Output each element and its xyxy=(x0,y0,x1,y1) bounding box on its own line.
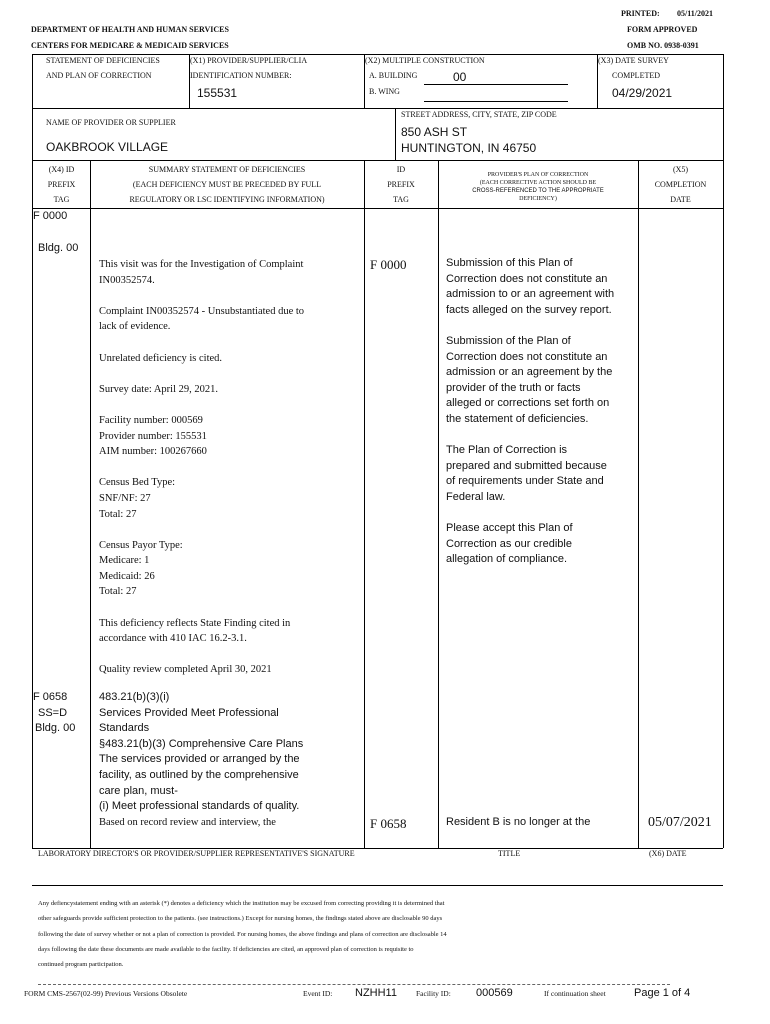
poc-line: facts alleged on the survey report. xyxy=(446,303,612,316)
left-bldg-f0000: Bldg. 00 xyxy=(38,242,79,254)
page-number: Page 1 of 4 xyxy=(634,987,691,999)
summary-line: Total: 27 xyxy=(99,586,137,598)
summary-line: Quality review completed April 30, 2021 xyxy=(99,664,272,676)
summary-line: Medicare: 1 xyxy=(99,555,150,567)
summary-line: Census Bed Type: xyxy=(99,477,176,489)
date-survey-value: 04/29/2021 xyxy=(612,86,673,100)
id-header-line2: PREFIX xyxy=(387,180,415,189)
poc-header-line1: PROVIDER'S PLAN OF CORRECTION xyxy=(487,172,589,178)
x4-header-line2: PREFIX xyxy=(47,180,76,189)
poc-line: of requirements under State and xyxy=(446,475,604,488)
poc-line: allegation of compliance. xyxy=(446,553,568,566)
mid-tag-f0000: F 0000 xyxy=(370,257,407,272)
poc-header-line2: (EACH CORRECTIVE ACTION SHOULD BE xyxy=(479,180,597,186)
poc-header-line4: DEFICIENCY) xyxy=(519,196,557,202)
building-value: 00 xyxy=(453,70,467,84)
poc-header-line3: CROSS-REFERENCED TO THE APPROPRIATE xyxy=(472,188,604,194)
address-line1: 850 ASH ST xyxy=(401,125,468,139)
summary-text-f0658 xyxy=(99,690,361,815)
summary-line: This visit was for the Investigation of Complaint xyxy=(99,259,304,270)
date-survey-label-line2: COMPLETED xyxy=(612,71,660,80)
address-label: STREET ADDRESS, CITY, STATE, ZIP CODE xyxy=(401,110,557,119)
statement-label-line2: AND PLAN OF CORRECTION xyxy=(46,71,152,80)
poc-line: Correction as our credible xyxy=(446,537,572,550)
summary-line xyxy=(99,288,361,304)
footnote-line: days following the date these documents are made available to the facility. If deficiencies are cited, an approved plan of correction is requisite to xyxy=(38,945,414,953)
statement-label-line1: STATEMENT OF DEFICIENCIES xyxy=(46,56,160,65)
facility-id-value: 000569 xyxy=(476,987,513,999)
poc-line: Correction does not constitute an xyxy=(446,350,608,363)
poc-line: the statement of deficiencies. xyxy=(446,412,589,425)
poc-line: alleged or corrections set forth on xyxy=(446,397,610,410)
footnote-line: continued program participation. xyxy=(38,961,124,969)
poc-line xyxy=(446,506,636,522)
summary-line: Facility number: 000569 xyxy=(99,414,203,426)
summary-line xyxy=(99,600,361,616)
poc-line xyxy=(446,428,636,444)
left-tag-f0000: F 0000 xyxy=(33,210,68,222)
department-name: DEPARTMENT OF HEALTH AND HUMAN SERVICES xyxy=(31,25,229,34)
summary-line: Complaint IN00352574 - Unsubstantiated due to xyxy=(99,305,305,317)
mid-tag-f0658: F 0658 xyxy=(370,816,407,831)
left-tag-f0658: F 0658 xyxy=(33,691,68,703)
footnote-line: Any defiencystatement ending with an asterisk (*) denotes a deficiency which the institution may be excused from correcting providing it is determined that xyxy=(38,900,445,907)
date-survey-label-line1: (X3) DATE SURVEY xyxy=(598,56,669,65)
summary-line: Medicaid: 26 xyxy=(99,570,155,582)
summary-line: Provider number: 155531 xyxy=(99,430,207,442)
f658-line: 483.21(b)(3)(i) xyxy=(99,691,170,703)
provider-id-label-line1: (X1) PROVIDER/SUPPLIER/CLIA xyxy=(190,56,308,65)
x5-header-line2: COMPLETION xyxy=(654,180,707,189)
id-header-line1: ID xyxy=(396,165,406,174)
form-approved: FORM APPROVED xyxy=(627,25,698,34)
x4-header-line3: TAG xyxy=(53,195,70,204)
summary-line: SNF/NF: 27 xyxy=(99,492,151,504)
x5-header-line1: (X5) xyxy=(672,165,689,174)
summary-line xyxy=(99,397,361,413)
provider-name-label: NAME OF PROVIDER OR SUPPLIER xyxy=(46,118,176,127)
f658-line: care plan, must- xyxy=(99,784,178,797)
completion-date: 05/07/2021 xyxy=(648,815,712,830)
continuation-label: If continuation sheet xyxy=(544,989,606,998)
summary-line xyxy=(99,366,361,382)
poc-line: provider of the truth or facts xyxy=(446,381,581,394)
f658-line: Standards xyxy=(99,722,150,735)
printed-label: PRINTED: xyxy=(621,9,660,18)
summary-header-line3: REGULATORY OR LSC IDENTIFYING INFORMATION) xyxy=(129,195,325,204)
summary-text-f0658-last: Based on record review and interview, the xyxy=(99,817,276,828)
summary-line: IN00352574. xyxy=(99,274,155,286)
wing-label: B. WING xyxy=(369,87,400,96)
poc-line: admission to or an agreement with xyxy=(446,288,615,301)
summary-line xyxy=(99,522,361,538)
f658-line: (i) Meet professional standards of quality. xyxy=(99,800,300,813)
title-label: TITLE xyxy=(498,849,521,858)
poc-line: Submission of this Plan of xyxy=(446,257,573,269)
centers-name: CENTERS FOR MEDICARE & MEDICAID SERVICES xyxy=(31,41,229,50)
signature-label: LABORATORY DIRECTOR'S OR PROVIDER/SUPPLIER REPRESENTATIVE'S SIGNATURE xyxy=(38,849,355,858)
form-number: FORM CMS-2567(02-99) Previous Versions Obsolete xyxy=(24,989,188,998)
provider-id-label-line2: IDENTIFICATION NUMBER: xyxy=(190,71,292,80)
scope-severity: SS=D xyxy=(38,707,68,719)
summary-line: Census Payor Type: xyxy=(99,539,183,551)
summary-line xyxy=(99,335,361,351)
multiple-construction-label: (X2) MULTIPLE CONSTRUCTION xyxy=(365,56,485,65)
event-id-label: Event ID: xyxy=(303,989,333,998)
summary-line xyxy=(99,647,361,663)
footnote-line: following the date of survey whether or not a plan of correction is provided. For nursing homes, the above findings and plans of correction are disclosable 14 xyxy=(38,930,447,938)
x5-header-line3: DATE xyxy=(670,195,691,204)
poc-line: admission or an agreement by the xyxy=(446,366,613,379)
footnote-line: other safeguards provide sufficient protection to the patients. (see instructions.) Except for nursing homes, the findings stated above are disclosable 90 days xyxy=(38,915,443,923)
summary-line: Total: 27 xyxy=(99,508,137,520)
summary-header-line2: (EACH DEFICIENCY MUST BE PRECEDED BY FULL xyxy=(132,180,322,189)
printed-date: 05/11/2021 xyxy=(677,9,714,18)
summary-line: AIM number: 100267660 xyxy=(99,446,207,458)
plan-of-correction-text xyxy=(446,256,636,568)
id-header-line3: TAG xyxy=(393,195,409,204)
f658-line: The services provided or arranged by the xyxy=(99,753,300,766)
summary-line: lack of evidence. xyxy=(99,321,171,333)
provider-id-value: 155531 xyxy=(197,86,238,100)
summary-line xyxy=(99,460,361,476)
building-label: A. BUILDING xyxy=(369,71,418,80)
summary-line: Survey date: April 29, 2021. xyxy=(99,383,218,395)
poc-line: Correction does not constitute an xyxy=(446,272,608,285)
address-line2: HUNTINGTON, IN 46750 xyxy=(401,141,537,155)
f658-line: facility, as outlined by the comprehensive xyxy=(99,768,299,781)
poc-line: prepared and submitted because xyxy=(446,459,607,472)
facility-id-label: Facility ID: xyxy=(416,989,451,998)
omb-number: OMB NO. 0938-0391 xyxy=(627,41,699,50)
f658-line: §483.21(b)(3) Comprehensive Care Plans xyxy=(99,737,304,750)
summary-line: This deficiency reflects State Finding cited in xyxy=(99,617,291,629)
left-bldg-f0658: Bldg. 00 xyxy=(35,722,76,734)
summary-header-line1: SUMMARY STATEMENT OF DEFICIENCIES xyxy=(148,165,306,174)
provider-name-value: OAKBROOK VILLAGE xyxy=(46,140,169,154)
poc-line: Federal law. xyxy=(446,490,506,503)
summary-line: accordance with 410 IAC 16.2-3.1. xyxy=(99,633,247,645)
x4-header-line1: (X4) ID xyxy=(48,165,75,174)
event-id-value: NZHH11 xyxy=(355,987,397,999)
footnote xyxy=(38,896,447,972)
poc-line: Please accept this Plan of xyxy=(446,522,573,535)
poc-text-f0658: Resident B is no longer at the xyxy=(446,816,591,828)
summary-text-f0000 xyxy=(99,257,361,678)
poc-line xyxy=(446,318,636,334)
f658-line: Services Provided Meet Professional xyxy=(99,706,279,719)
date-label: (X6) DATE xyxy=(649,849,687,858)
summary-line: Unrelated deficiency is cited. xyxy=(99,352,223,364)
poc-line: The Plan of Correction is xyxy=(446,444,568,457)
poc-line: Submission of the Plan of xyxy=(446,334,571,347)
